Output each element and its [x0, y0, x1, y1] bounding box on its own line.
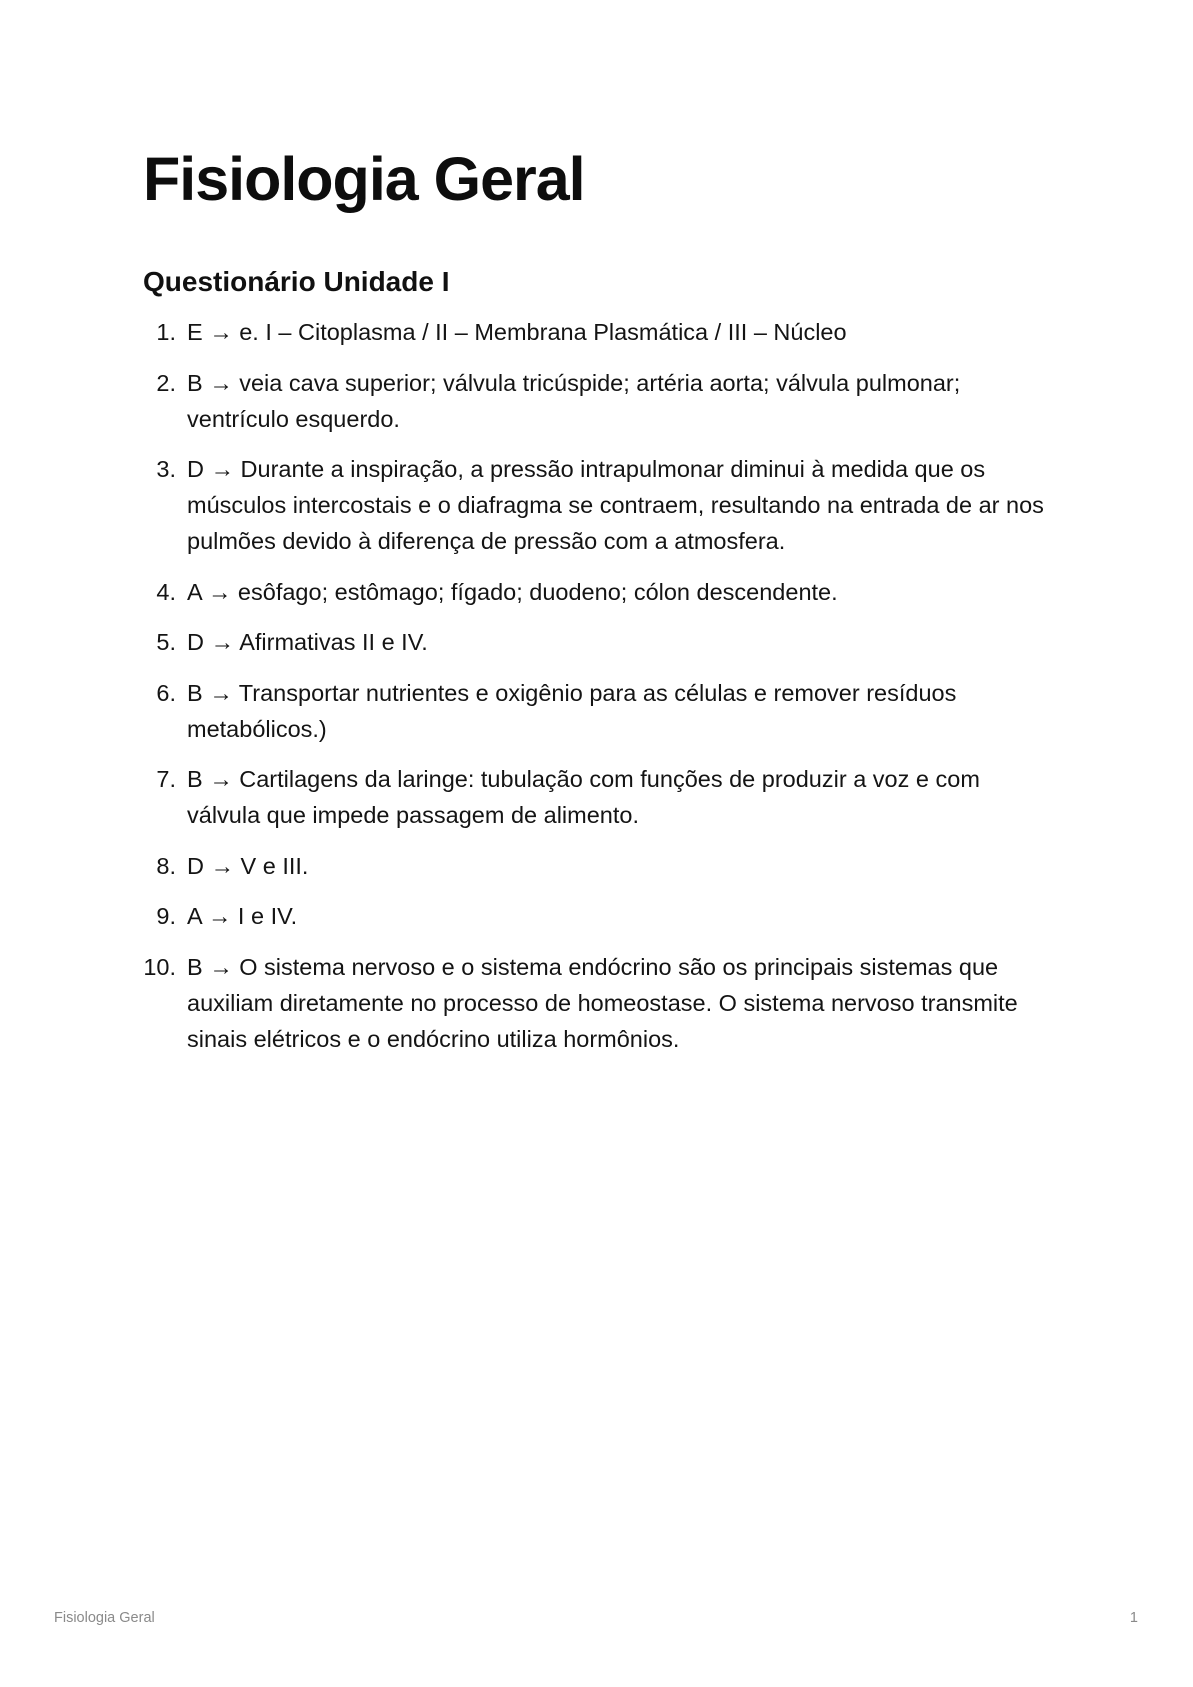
answer-text: B → Transportar nutrientes e oxigênio para as células e remover resíduos metabólicos.) [187, 679, 957, 742]
answer-item-5 [156, 624, 1057, 660]
answer-number: 6. [156, 679, 176, 706]
answer-number: 5. [156, 629, 176, 655]
answer-number: 8. [156, 852, 176, 879]
footer-page-number: 1 [1129, 1610, 1138, 1626]
answer-list [143, 314, 1057, 1071]
answer-text: A → esôfago; estômago; fígado; duodeno; cólon descendente. [187, 578, 838, 605]
answer-number: 9. [156, 903, 176, 929]
answer-text: D → Durante a inspiração, a pressão intrapulmonar diminui à medida que os músculos intercostais e o diafragma se contraem, resultando na entrada de ar nos pulmões devido à diferença de pressão com a atmosfera. [187, 456, 1044, 554]
answer-text: B → Cartilagens da laringe: tubulação com funções de produzir a voz e com válvula que impede passagem de alimento. [187, 766, 980, 828]
footer-title: Fisiologia Geral [54, 1610, 155, 1626]
answer-item-10 [143, 949, 1057, 1057]
answer-text: D → Afirmativas II e IV. [187, 629, 428, 655]
answer-text: B → veia cava superior; válvula tricúspide; artéria aorta; válvula pulmonar; ventrículo esquerdo. [187, 369, 961, 432]
page-title: Fisiologia Geral [143, 145, 585, 213]
answer-item-8 [156, 848, 1057, 884]
answer-item-2 [156, 365, 1057, 437]
answer-number: 4. [156, 578, 176, 605]
answer-text: E → e. I – Citoplasma / II – Membrana Plasmática / III – Núcleo [187, 319, 847, 345]
answer-text: A → I e IV. [187, 903, 298, 929]
answer-item-3 [156, 451, 1057, 559]
answer-item-7 [156, 761, 1057, 833]
answer-item-9 [156, 898, 1057, 934]
answer-number: 10. [143, 953, 176, 980]
answer-number: 2. [156, 369, 176, 396]
answer-number: 1. [156, 319, 176, 345]
answer-text: B → O sistema nervoso e o sistema endócrino são os principais sistemas que auxiliam diretamente no processo de homeostase. O sistema nervoso transmite sinais elétricos e o endócrino utiliza hormônios. [187, 953, 1018, 1052]
answer-item-1 [156, 314, 1057, 350]
answer-item-4 [156, 574, 1057, 610]
answer-number: 3. [156, 456, 176, 482]
answer-text: D → V e III. [187, 852, 309, 879]
section-title: Questionário Unidade I [143, 266, 450, 297]
answer-item-6 [156, 675, 1057, 747]
answer-number: 7. [156, 766, 176, 792]
